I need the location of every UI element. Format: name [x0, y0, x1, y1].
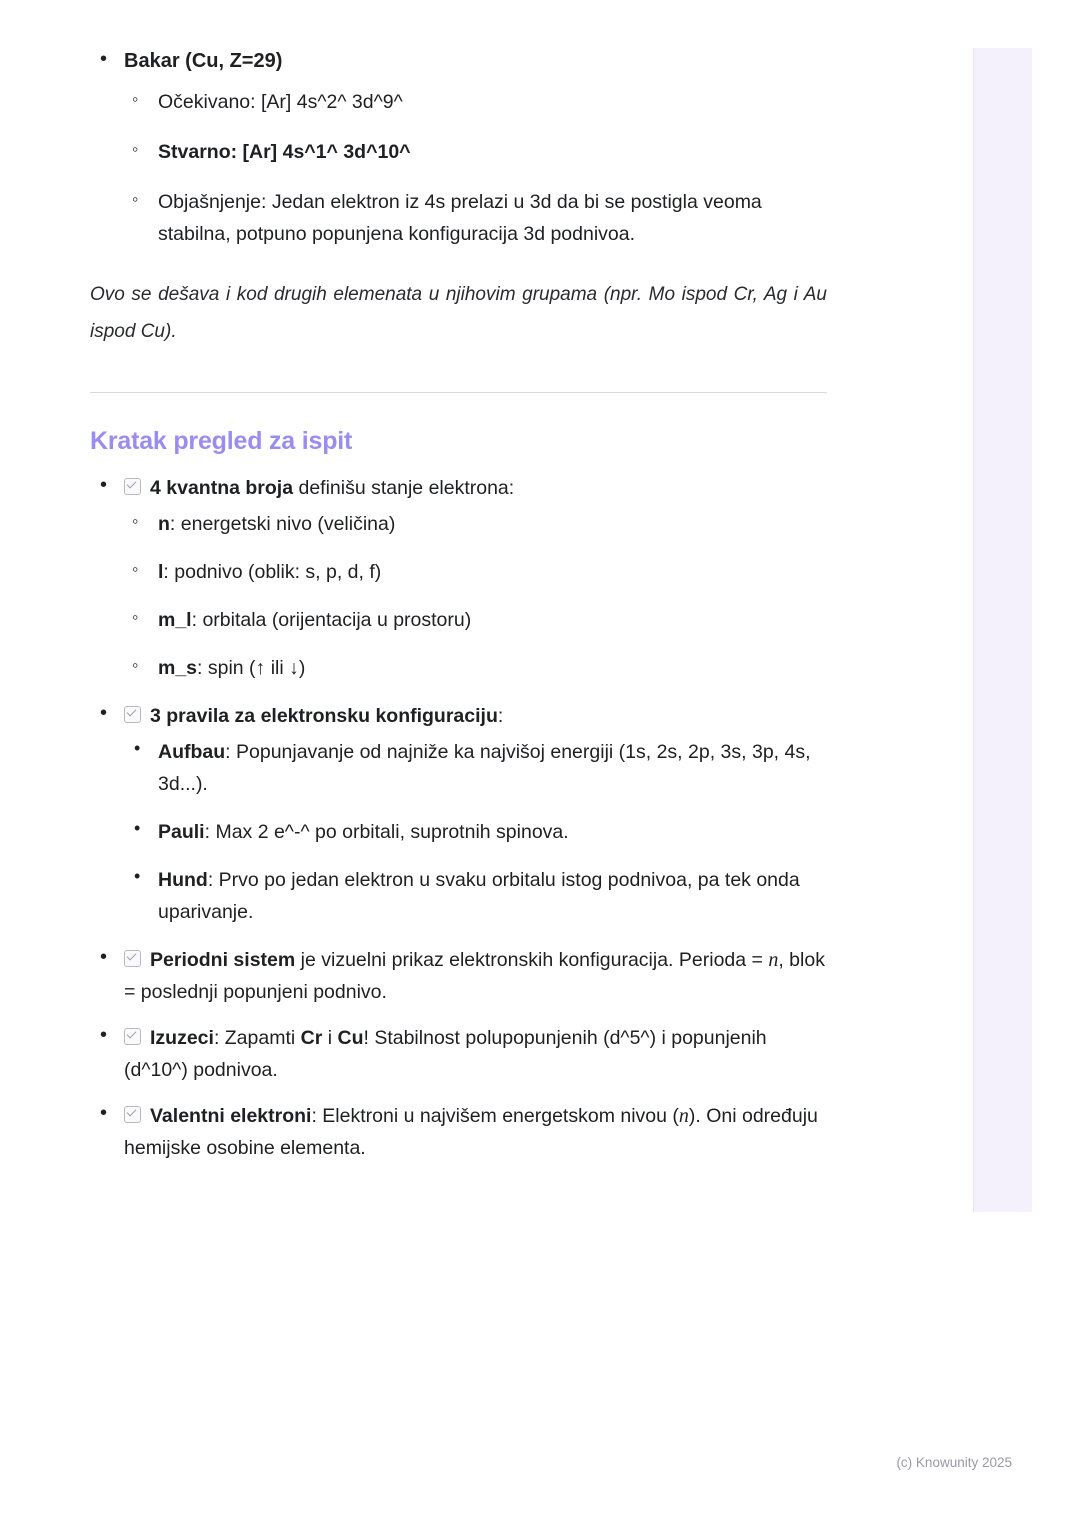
- checkbox-icon: [124, 1106, 141, 1123]
- valence-part2: ). Oni određuju hemijske osobine elementa.: [124, 1105, 818, 1159]
- list-item: [124, 86, 830, 118]
- rules-lead-rest: :: [497, 705, 504, 727]
- explanation-value: Jedan elektron iz 4s prelazi u 3d da bi se postigla veoma stabilna, potpuno popunjena konfiguracija 3d podnivoa.: [158, 191, 762, 245]
- valence-bold: Valentni elektroni: [150, 1105, 312, 1127]
- copper-sublist: [124, 86, 830, 250]
- list-item: [124, 604, 830, 636]
- exceptions-cu: Cu: [337, 1027, 364, 1049]
- list-item: [124, 864, 830, 928]
- footer-copyright: (c) Knowunity 2025: [896, 1455, 1012, 1470]
- checkbox-icon: [124, 706, 141, 723]
- qn-l-bold: l: [158, 561, 164, 583]
- checkbox-icon: [124, 478, 141, 495]
- rule-hund-bold: Hund: [158, 869, 208, 891]
- copper-list: [90, 46, 830, 250]
- checkbox-icon: [124, 1028, 141, 1045]
- quantum-lead-bold: 4 kvantna broja: [150, 477, 294, 499]
- summary-item-quantum: [90, 472, 830, 684]
- list-item: [124, 136, 830, 168]
- document-content: [90, 46, 830, 1178]
- list-item: [124, 508, 830, 540]
- qn-ms-bold: m_s: [158, 657, 198, 679]
- periodic-part2: , blok = poslednji popunjeni podnivo.: [124, 949, 825, 1003]
- periodic-bold: Periodni sistem: [150, 949, 296, 971]
- rules-lead: [124, 700, 830, 732]
- explanation-label: Objašnjenje:: [158, 191, 267, 213]
- rule-aufbau-rest: : Popunjavanje od najniže ka najvišoj energiji (1s, 2s, 2p, 3s, 3p, 4s, 3d...).: [158, 741, 811, 795]
- quantum-lead-rest: definišu stanje elektrona:: [293, 477, 515, 499]
- exceptions-cr: Cr: [300, 1027, 323, 1049]
- exceptions-bold: Izuzeci: [150, 1027, 214, 1049]
- exceptions-part3: ! Stabilnost polupopunjenih (d^5^) i popunjenih (d^10^) podnivoa.: [124, 1027, 767, 1081]
- valence-italic-n: n: [678, 1105, 689, 1127]
- list-item: [124, 556, 830, 588]
- rules-sublist: [124, 736, 830, 928]
- periodic-text: [124, 944, 830, 1008]
- list-item: [124, 652, 830, 684]
- summary-item-exceptions: [90, 1022, 830, 1086]
- valence-part1: : Elektroni u najvišem energetskom nivou (: [311, 1105, 679, 1127]
- quantum-sublist: [124, 508, 830, 684]
- qn-n-bold: n: [158, 513, 170, 535]
- list-item: [124, 736, 830, 800]
- expected-label: Očekivano:: [158, 91, 256, 113]
- qn-ms-rest: : spin (↑ ili ↓): [197, 657, 306, 679]
- exceptions-part2: i: [322, 1027, 338, 1049]
- summary-item-rules: [90, 700, 830, 928]
- expected-value: [Ar] 4s^2^ 3d^9^: [255, 91, 403, 113]
- copper-title: • Bakar (Cu, Z=29): [124, 50, 283, 72]
- summary-item-periodic: [90, 944, 830, 1008]
- page-edge-decoration: [973, 48, 1032, 1212]
- checkbox-icon: [124, 950, 141, 967]
- list-item: [124, 816, 830, 848]
- copper-entry: [90, 46, 830, 250]
- actual-label: Stvarno: [158, 141, 231, 163]
- qn-ml-rest: : orbitala (orijentacija u prostoru): [191, 609, 472, 631]
- summary-item-valence: [90, 1100, 830, 1164]
- rules-lead-bold: 3 pravila za elektronsku konfiguraciju: [150, 705, 498, 727]
- valence-text: [124, 1100, 830, 1164]
- qn-l-rest: : podnivo (oblik: s, p, d, f): [163, 561, 382, 583]
- exceptions-part1: : Zapamti: [213, 1027, 301, 1049]
- list-item: [124, 186, 830, 250]
- rule-aufbau-bold: Aufbau: [158, 741, 226, 763]
- qn-n-rest: : energetski nivo (veličina): [169, 513, 396, 535]
- page-title: Kratak pregled za ispit: [90, 427, 353, 455]
- periodic-italic-n: n: [768, 949, 779, 971]
- qn-ml-bold: m_l: [158, 609, 192, 631]
- periodic-part1: je vizuelni prikaz elektronskih konfiguracija. Perioda =: [295, 949, 769, 971]
- actual-value: : [Ar] 4s^1^ 3d^10^: [230, 141, 411, 163]
- exceptions-text: [124, 1022, 830, 1086]
- rule-pauli-bold: Pauli: [158, 821, 205, 843]
- rule-hund-rest: : Prvo po jedan elektron u svaku orbitalu istog podnivoa, pa tek onda uparivanje.: [158, 869, 800, 923]
- rule-pauli-rest: : Max 2 e^-^ po orbitali, suprotnih spinova.: [204, 821, 569, 843]
- quantum-lead: [124, 472, 830, 504]
- note-paragraph: Ovo se dešava i kod drugih elemenata u njihovim grupama (npr. Mo ispod Cr, Ag i Au ispod Cu).: [90, 284, 827, 342]
- section-divider: [90, 392, 827, 393]
- summary-list: [90, 472, 830, 1164]
